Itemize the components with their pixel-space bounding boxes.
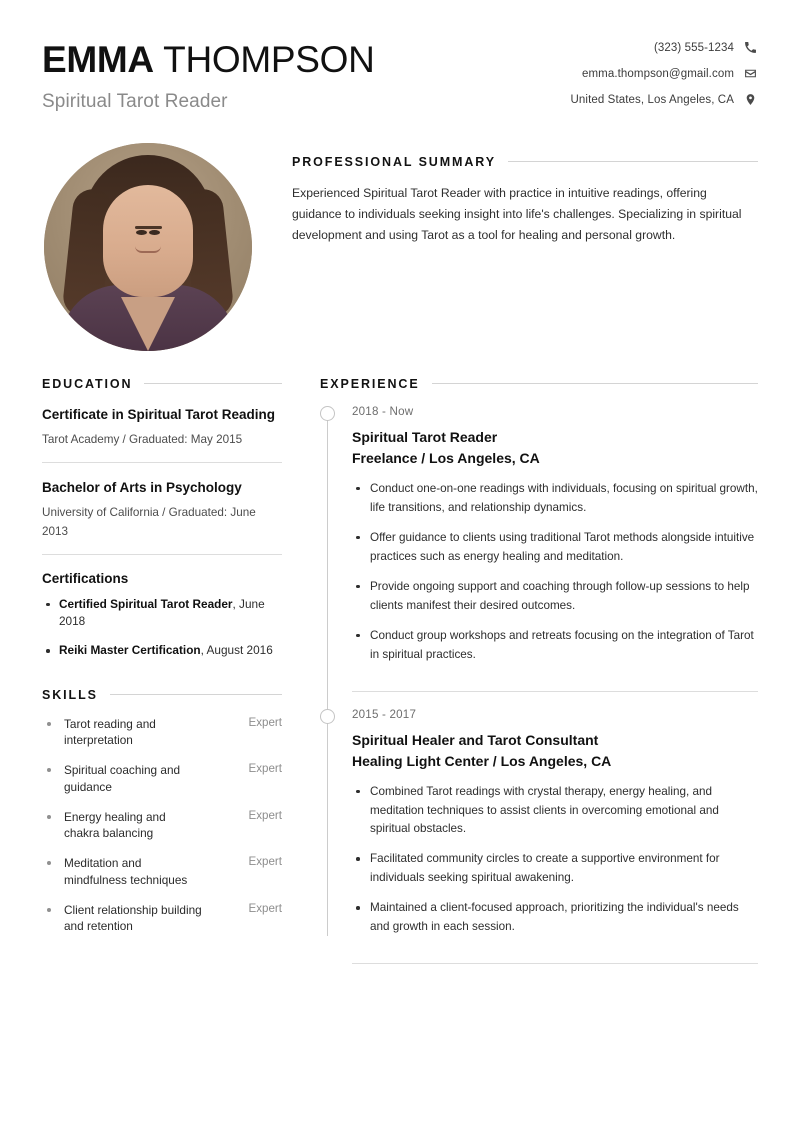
contact-phone[interactable]	[654, 40, 758, 55]
page-title	[42, 40, 375, 80]
photo-and-summary	[42, 143, 758, 351]
skills-section	[42, 688, 282, 936]
right-column	[320, 377, 758, 980]
experience-heading	[320, 377, 758, 391]
certification-date: , August 2016	[200, 643, 273, 658]
left-column	[42, 377, 282, 948]
summary-heading-label: PROFESSIONAL SUMMARY	[292, 154, 496, 169]
experience-bullets	[352, 783, 758, 938]
certifications-heading: Certifications	[42, 570, 129, 586]
first-name: EMMA	[42, 39, 154, 80]
list-item	[42, 642, 282, 660]
skill-level: Expert	[248, 808, 282, 822]
avatar-eye-right	[149, 230, 160, 235]
skill-level: Expert	[248, 901, 282, 915]
last-name: THOMPSON	[163, 39, 375, 80]
divider	[352, 691, 758, 692]
contact-location[interactable]	[571, 92, 758, 107]
skill-name: Energy healing and chakra balancing	[42, 809, 204, 843]
skill-name: Meditation and mindfulness techniques	[42, 855, 204, 889]
list-item: Facilitated community circles to create a supportive environment for individuals seeking spiritual awakening.	[352, 850, 758, 888]
list-item: Maintained a client-focused approach, prioritizing the individual's needs and growth in each session.	[352, 899, 758, 937]
divider	[42, 554, 282, 555]
experience-role: Spiritual Healer and Tarot Consultant	[352, 731, 599, 748]
summary-heading	[292, 155, 758, 169]
list-item	[42, 596, 282, 631]
resume-header	[42, 34, 758, 113]
skill-name: Client relationship building and retention	[42, 902, 204, 936]
education-degree: Certificate in Spiritual Tarot Reading	[42, 406, 276, 422]
education-heading	[42, 377, 282, 391]
certification-date: , June 2018	[59, 596, 265, 629]
skill-level: Expert	[248, 715, 282, 729]
experience-item	[352, 708, 758, 953]
photo-column	[42, 143, 254, 351]
heading-rule	[110, 694, 282, 695]
list-item: Provide ongoing support and coaching through follow-up sessions to help clients manifest their desired outcomes.	[352, 578, 758, 616]
education-meta: University of California / Graduated: June 2013	[42, 506, 256, 538]
certification-name: Reiki Master Certification	[59, 643, 201, 658]
list-item: Conduct one-on-one readings with individuals, focusing on spiritual growth, life transitions, and relationship dynamics.	[352, 480, 758, 518]
contact-location-text: United States, Los Angeles, CA	[570, 93, 734, 106]
experience-bullets	[352, 480, 758, 665]
heading-rule	[508, 161, 758, 162]
education-section	[42, 377, 282, 660]
divider	[352, 963, 758, 964]
skills-heading-label: SKILLS	[42, 687, 98, 702]
experience-date: 2018 - Now	[352, 404, 414, 418]
experience-company: Freelance / Los Angeles, CA	[352, 449, 540, 466]
timeline-marker-icon	[320, 709, 335, 724]
summary-section	[292, 143, 758, 351]
certifications-list	[42, 596, 282, 660]
skill-name: Tarot reading and interpretation	[42, 716, 204, 750]
list-item	[42, 762, 282, 796]
list-item: Conduct group workshops and retreats focusing on the integration of Tarot in spiritual practices.	[352, 627, 758, 665]
timeline-marker-icon	[320, 406, 335, 421]
avatar	[44, 143, 252, 351]
education-item	[42, 478, 282, 553]
phone-icon	[743, 40, 758, 55]
envelope-icon	[743, 66, 758, 81]
skills-heading	[42, 688, 282, 702]
location-pin-icon	[743, 92, 758, 107]
education-heading-label: EDUCATION	[42, 376, 133, 391]
list-item: Offer guidance to clients using traditional Tarot methods alongside intuitive practices such as energy healing and meditation.	[352, 529, 758, 567]
avatar-brow-right	[146, 226, 162, 229]
contact-phone-text: (323) 555-1234	[653, 41, 734, 54]
contact-block	[571, 34, 758, 107]
experience-heading-label: EXPERIENCE	[320, 376, 420, 391]
list-item	[42, 902, 282, 936]
list-item	[42, 716, 282, 750]
experience-timeline	[320, 405, 758, 964]
skill-name: Spiritual coaching and guidance	[42, 762, 204, 796]
education-meta: Tarot Academy / Graduated: May 2015	[42, 433, 243, 447]
divider	[42, 462, 282, 463]
avatar-mouth	[135, 246, 161, 253]
main-columns	[42, 377, 758, 980]
avatar-eye-left	[136, 230, 147, 235]
job-title: Spiritual Tarot Reader	[42, 90, 228, 112]
list-item	[42, 855, 282, 889]
experience-date: 2015 - 2017	[352, 707, 417, 721]
heading-rule	[432, 383, 758, 384]
experience-company: Healing Light Center / Los Angeles, CA	[352, 752, 612, 769]
avatar-face	[103, 185, 193, 297]
education-degree: Bachelor of Arts in Psychology	[42, 480, 242, 496]
heading-rule	[144, 383, 282, 384]
experience-role: Spiritual Tarot Reader	[352, 428, 498, 445]
experience-item	[352, 405, 758, 680]
certification-name: Certified Spiritual Tarot Reader	[59, 596, 233, 611]
contact-email[interactable]	[582, 66, 758, 81]
education-item	[42, 405, 282, 462]
skill-level: Expert	[248, 855, 282, 869]
contact-email-text: emma.thompson@gmail.com	[581, 67, 734, 80]
list-item	[42, 809, 282, 843]
list-item: Combined Tarot readings with crystal therapy, energy healing, and meditation techniques to assist clients in overcoming emotional and spiritual obstacles.	[352, 783, 758, 840]
name-block	[42, 34, 375, 113]
summary-text: Experienced Spiritual Tarot Reader with practice in intuitive readings, offering guidance to individuals seeking insight into life's challenges. Specializing in spiritual development and using Tarot as a tool for healing and personal growth.	[292, 185, 742, 242]
skill-level: Expert	[248, 762, 282, 776]
